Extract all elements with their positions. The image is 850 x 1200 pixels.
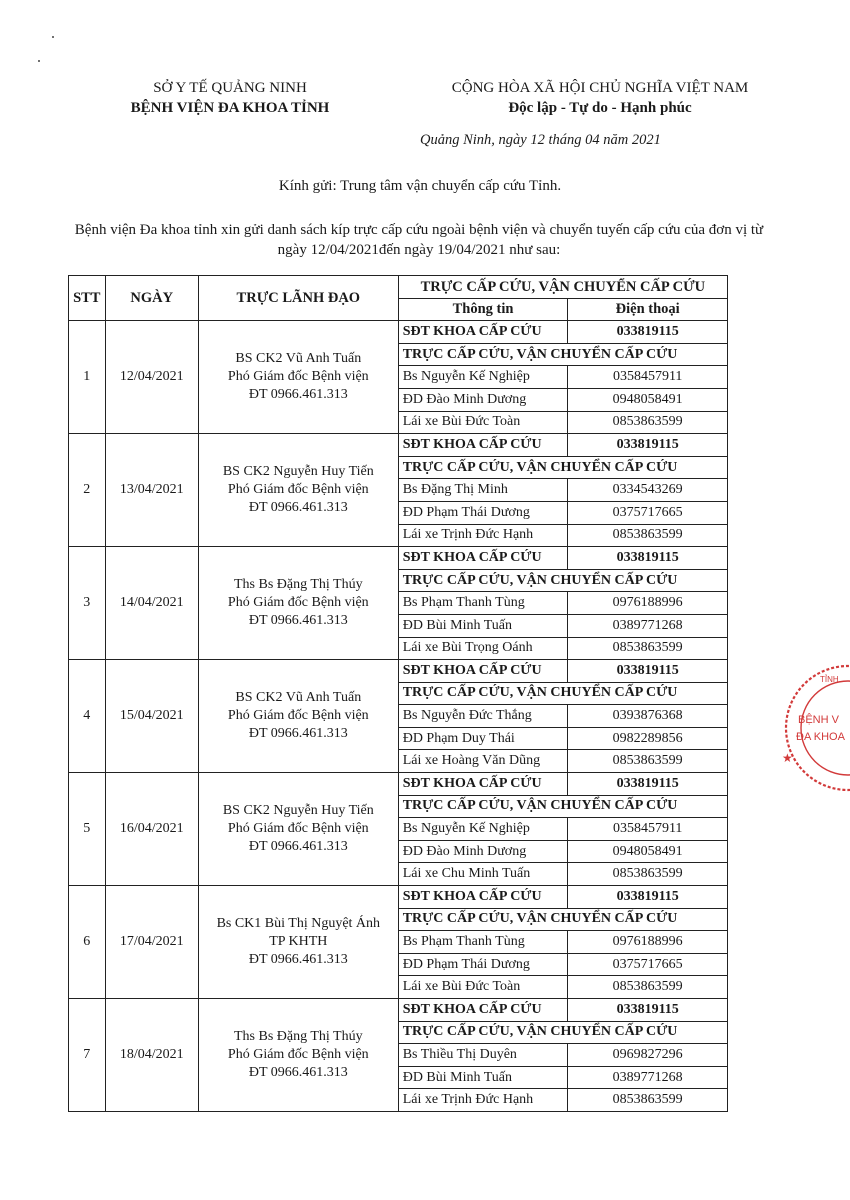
staff-name: ĐD Phạm Thái Dương: [398, 953, 568, 976]
stamp-inner-ring: [801, 681, 850, 775]
staff-phone: 0358457911: [568, 818, 728, 841]
cell-stt: 6: [69, 886, 106, 999]
issuer-department: SỞ Y TẾ QUẢNG NINH: [153, 80, 307, 96]
staff-name: Lái xe Chu Minh Tuấn: [398, 863, 568, 886]
dept-phone-value: 033819115: [568, 660, 728, 683]
staff-phone: 0853863599: [568, 524, 728, 547]
dept-phone-label: SĐT KHOA CẤP CỨU: [398, 886, 568, 909]
leader-phone: ĐT 0966.461.313: [248, 387, 348, 403]
dept-phone-value: 033819115: [568, 434, 728, 457]
staff-phone: 0389771268: [568, 614, 728, 637]
staff-phone: 0853863599: [568, 976, 728, 999]
cell-leader: [198, 773, 398, 886]
section-title: TRỰC CẤP CỨU, VẬN CHUYỂN CẤP CỨU: [398, 343, 727, 366]
leader-name: Ths Bs Đặng Thị Thúy: [234, 577, 363, 593]
staff-phone: 0853863599: [568, 750, 728, 773]
cell-stt: 2: [69, 434, 106, 547]
motto: Độc lập - Tự do - Hạnh phúc: [508, 100, 692, 116]
staff-name: Bs Nguyễn Kế Nghiệp: [398, 818, 568, 841]
recipient-line: Kính gửi: Trung tâm vận chuyển cấp cứu Tỉnh.: [278, 178, 562, 194]
place-date: Quảng Ninh, ngày 12 tháng 04 năm 2021: [420, 132, 661, 148]
stamp-text-top: TỈNH: [820, 675, 839, 684]
leader-title: Phó Giám đốc Bệnh viện: [227, 369, 369, 385]
staff-name: Bs Thiều Thị Duyên: [398, 1044, 568, 1067]
dept-phone-label: SĐT KHOA CẤP CỨU: [398, 660, 568, 683]
staff-phone: 0853863599: [568, 1089, 728, 1112]
leader-name: BS CK2 Nguyễn Huy Tiến: [222, 464, 374, 480]
table-body: [69, 321, 728, 1112]
dept-phone-value: 033819115: [568, 773, 728, 796]
leader-name: BS CK2 Vũ Anh Tuấn: [235, 690, 362, 706]
cell-leader: [198, 660, 398, 773]
dept-phone-value: 033819115: [568, 999, 728, 1022]
leader-title: Phó Giám đốc Bệnh viện: [227, 708, 369, 724]
section-title: TRỰC CẤP CỨU, VẬN CHUYỂN CẤP CỨU: [398, 682, 727, 705]
table-row: [69, 886, 728, 909]
dept-phone-label: SĐT KHOA CẤP CỨU: [398, 321, 568, 344]
cell-leader: [198, 434, 398, 547]
staff-phone: 0853863599: [568, 863, 728, 886]
dept-phone-label: SĐT KHOA CẤP CỨU: [398, 547, 568, 570]
leader-name: BS CK2 Vũ Anh Tuấn: [235, 351, 362, 367]
staff-phone: 0948058491: [568, 840, 728, 863]
header-stt: STT: [69, 276, 106, 321]
header-info: Thông tin: [398, 298, 568, 321]
staff-name: Lái xe Bùi Đức Toàn: [398, 976, 568, 999]
cell-leader: [198, 547, 398, 660]
table-row: [69, 547, 728, 570]
cell-leader: [198, 886, 398, 999]
staff-name: Bs Phạm Thanh Tùng: [398, 592, 568, 615]
dept-phone-label: SĐT KHOA CẤP CỨU: [398, 999, 568, 1022]
leader-phone: ĐT 0966.461.313: [248, 952, 348, 968]
cell-stt: 3: [69, 547, 106, 660]
staff-name: Lái xe Trịnh Đức Hạnh: [398, 1089, 568, 1112]
leader-phone: ĐT 0966.461.313: [248, 726, 348, 742]
cell-stt: 4: [69, 660, 106, 773]
staff-phone: 0948058491: [568, 388, 728, 411]
cell-leader: [198, 321, 398, 434]
section-title: TRỰC CẤP CỨU, VẬN CHUYỂN CẤP CỨU: [398, 456, 727, 479]
dept-phone-value: 033819115: [568, 547, 728, 570]
staff-phone: 0853863599: [568, 637, 728, 660]
staff-phone: 0334543269: [568, 479, 728, 502]
cell-date: 16/04/2021: [105, 773, 198, 886]
hospital-stamp: [768, 660, 850, 795]
section-title: TRỰC CẤP CỨU, VẬN CHUYỂN CẤP CỨU: [398, 569, 727, 592]
header-phone: Điện thoại: [568, 298, 728, 321]
leader-title: Phó Giám đốc Bệnh viện: [227, 821, 369, 837]
header-group: TRỰC CẤP CỨU, VẬN CHUYỂN CẤP CỨU: [398, 276, 727, 299]
table-row: [69, 999, 728, 1022]
stamp-text-middle: BỆNH V: [798, 714, 839, 726]
staff-name: ĐD Bùi Minh Tuấn: [398, 614, 568, 637]
staff-phone: 0393876368: [568, 705, 728, 728]
issuer-block: [95, 78, 365, 118]
staff-name: Lái xe Bùi Trọng Oánh: [398, 637, 568, 660]
dept-phone-value: 033819115: [568, 886, 728, 909]
cell-date: 12/04/2021: [105, 321, 198, 434]
staff-name: Bs Nguyễn Đức Thắng: [398, 705, 568, 728]
staff-name: Bs Đặng Thị Minh: [398, 479, 568, 502]
cell-leader: [198, 999, 398, 1112]
staff-name: ĐD Phạm Thái Dương: [398, 501, 568, 524]
leader-title: Phó Giám đốc Bệnh viện: [227, 595, 369, 611]
staff-phone: 0853863599: [568, 411, 728, 434]
staff-name: ĐD Đào Minh Dương: [398, 388, 568, 411]
cell-stt: 5: [69, 773, 106, 886]
section-title: TRỰC CẤP CỨU, VẬN CHUYỂN CẤP CỨU: [398, 908, 727, 931]
table-row: [69, 321, 728, 344]
staff-phone: 0389771268: [568, 1066, 728, 1089]
leader-title: Phó Giám đốc Bệnh viện: [227, 482, 369, 498]
staff-name: Lái xe Hoàng Văn Dũng: [398, 750, 568, 773]
scan-speck: [38, 60, 40, 62]
dept-phone-value: 033819115: [568, 321, 728, 344]
stamp-star-icon: ★: [782, 751, 793, 765]
cell-stt: 7: [69, 999, 106, 1112]
leader-title: Phó Giám đốc Bệnh viện: [227, 1046, 369, 1062]
section-title: TRỰC CẤP CỨU, VẬN CHUYỂN CẤP CỨU: [398, 1021, 727, 1044]
staff-name: Bs Nguyễn Kế Nghiệp: [398, 366, 568, 389]
cell-date: 14/04/2021: [105, 547, 198, 660]
issuer-hospital: BỆNH VIỆN ĐA KHOA TỈNH: [130, 100, 330, 116]
staff-phone: 0976188996: [568, 931, 728, 954]
leader-phone: ĐT 0966.461.313: [248, 500, 348, 516]
staff-phone: 0375717665: [568, 501, 728, 524]
staff-name: ĐD Phạm Duy Thái: [398, 727, 568, 750]
staff-phone: 0982289856: [568, 727, 728, 750]
section-title: TRỰC CẤP CỨU, VẬN CHUYỂN CẤP CỨU: [398, 795, 727, 818]
staff-phone: 0969827296: [568, 1044, 728, 1067]
table-row: [69, 434, 728, 457]
cell-date: 17/04/2021: [105, 886, 198, 999]
staff-phone: 0375717665: [568, 953, 728, 976]
staff-name: Lái xe Trịnh Đức Hạnh: [398, 524, 568, 547]
cell-date: 18/04/2021: [105, 999, 198, 1112]
leader-title: TP KHTH: [269, 934, 328, 950]
leader-phone: ĐT 0966.461.313: [248, 839, 348, 855]
table-row: [69, 660, 728, 683]
national-motto-block: [400, 78, 800, 118]
leader-name: Bs CK1 Bùi Thị Nguyệt Ánh: [216, 916, 381, 932]
cell-date: 13/04/2021: [105, 434, 198, 547]
header-leader: TRỰC LÃNH ĐẠO: [198, 276, 398, 321]
cell-stt: 1: [69, 321, 106, 434]
staff-name: ĐD Bùi Minh Tuấn: [398, 1066, 568, 1089]
leader-phone: ĐT 0966.461.313: [248, 1064, 348, 1080]
leader-name: Ths Bs Đặng Thị Thúy: [234, 1028, 363, 1044]
leader-name: BS CK2 Nguyễn Huy Tiến: [222, 803, 374, 819]
stamp-text-bottom: ĐA KHOA: [796, 731, 845, 743]
table-row: [69, 773, 728, 796]
country-name: CỘNG HÒA XÃ HỘI CHỦ NGHĨA VIỆT NAM: [451, 80, 749, 96]
staff-name: ĐD Đào Minh Dương: [398, 840, 568, 863]
staff-name: Lái xe Bùi Đức Toàn: [398, 411, 568, 434]
duty-roster-table: [68, 275, 728, 1112]
staff-phone: 0976188996: [568, 592, 728, 615]
scan-speck: [52, 36, 54, 38]
table-header-row: [69, 276, 728, 299]
cell-date: 15/04/2021: [105, 660, 198, 773]
dept-phone-label: SĐT KHOA CẤP CỨU: [398, 434, 568, 457]
staff-name: Bs Phạm Thanh Tùng: [398, 931, 568, 954]
staff-phone: 0358457911: [568, 366, 728, 389]
stamp-outer-ring: [786, 666, 850, 790]
intro-paragraph: Bệnh viện Đa khoa tỉnh xin gửi danh sách kíp trực cấp cứu ngoài bệnh viện và chuyển tuyến cấp cứu của đơn vị từ ngày 12/04/2021đến ngày 19/04/2021 như sau:: [74, 222, 764, 258]
leader-phone: ĐT 0966.461.313: [248, 613, 348, 629]
header-date: NGÀY: [105, 276, 198, 321]
dept-phone-label: SĐT KHOA CẤP CỨU: [398, 773, 568, 796]
